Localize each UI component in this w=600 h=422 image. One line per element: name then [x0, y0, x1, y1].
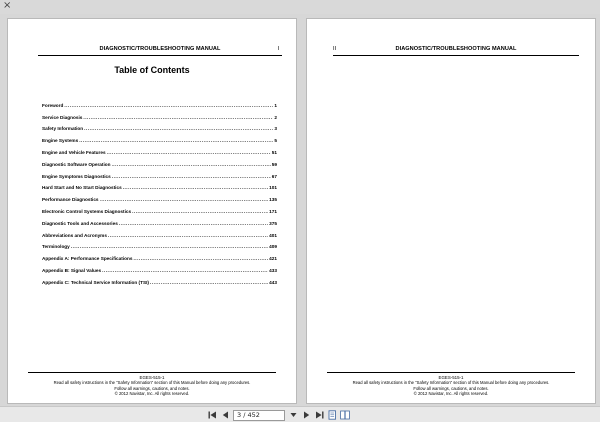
- header-page-number: II: [333, 46, 337, 52]
- toc-entry-page: 433: [269, 267, 277, 273]
- footer-safety-line: Read all safety instructions in the "Safety Information" section of this Manual before doing any procedures.: [53, 380, 251, 386]
- footer-warnings-line: Follow all warnings, cautions, and notes.: [114, 385, 190, 391]
- toc-entry-label: Diagnostic Software Operation: [42, 161, 111, 167]
- toc-leader-dots: [100, 197, 269, 202]
- toc-entry: [42, 273, 277, 285]
- toc-entry: [42, 179, 277, 191]
- toc-leader-dots: [123, 185, 268, 190]
- two-page-view-icon[interactable]: [340, 410, 350, 421]
- toc-entry: [42, 131, 277, 143]
- toc-leader-dots: [79, 138, 273, 143]
- toc-entry-page: 401: [269, 232, 277, 238]
- toc-leader-dots: [112, 162, 271, 167]
- toc-entry-label: Service Diagnosis: [42, 114, 83, 120]
- toc-entry: [42, 202, 277, 214]
- page-header: [333, 46, 579, 56]
- toc-entry: [42, 261, 277, 273]
- last-page-icon[interactable]: [314, 410, 324, 421]
- toc-entry-label: Foreword: [42, 102, 64, 108]
- document-viewer[interactable]: [0, 14, 600, 406]
- toc-entry: [42, 190, 277, 202]
- single-page-view-icon[interactable]: [327, 410, 337, 421]
- toc-entry-label: Performance Diagnostics: [42, 197, 99, 203]
- footer-copyright: © 2012 Navistar, Inc. All rights reserved.: [413, 390, 489, 396]
- toc-leader-dots: [64, 103, 273, 108]
- toc-entry-page: 3: [274, 126, 277, 132]
- previous-page-icon[interactable]: [220, 410, 230, 421]
- toc-leader-dots: [84, 126, 273, 131]
- toc-entry-label: Engine and Vehicle Features: [42, 149, 106, 155]
- toc-entry: [42, 238, 277, 250]
- toc-leader-dots: [133, 256, 268, 261]
- page-navigation: [207, 409, 350, 421]
- toc-leader-dots: [119, 221, 268, 226]
- toc-entry-label: Diagnostic Tools and Accessories: [42, 220, 118, 226]
- table-of-contents: [42, 96, 277, 285]
- toc-entry-page: 1: [274, 102, 277, 108]
- toc-entry-page: 135: [269, 197, 277, 203]
- footer-code: EGES-515-1: [438, 375, 464, 380]
- toc-leader-dots: [108, 233, 268, 238]
- toc-entry: [42, 226, 277, 238]
- toc-entry: [42, 249, 277, 261]
- toc-entry-page: 375: [269, 220, 277, 226]
- header-page-number: I: [277, 46, 279, 52]
- toc-leader-dots: [112, 174, 271, 179]
- toc-entry-label: Abbreviations and Acronyms: [42, 232, 107, 238]
- toc-entry: [42, 143, 277, 155]
- toc-entry-label: Hard Start and No Start Diagnostics: [42, 185, 122, 191]
- toc-leader-dots: [150, 280, 268, 285]
- right-page: [306, 18, 596, 404]
- footer-copyright: © 2012 Navistar, Inc. All rights reserved.: [114, 390, 190, 396]
- toc-entry-label: Engine Symptoms Diagnostics: [42, 173, 111, 179]
- toc-entry-page: 67: [271, 173, 277, 179]
- toc-title: Table of Contents: [114, 65, 190, 75]
- page-footer: [327, 372, 575, 396]
- toc-leader-dots: [132, 209, 268, 214]
- page-header: [38, 46, 282, 56]
- toc-entry-page: 59: [271, 161, 277, 167]
- toc-entry: [42, 96, 277, 108]
- navigation-bar: [0, 406, 600, 422]
- toc-entry: [42, 155, 277, 167]
- next-page-icon[interactable]: [301, 410, 311, 421]
- left-page: [7, 18, 297, 404]
- toc-entry-page: 171: [269, 208, 277, 214]
- header-title: DIAGNOSTIC/TROUBLESHOOTING MANUAL: [99, 46, 221, 52]
- toc-entry-page: 421: [269, 256, 277, 262]
- dropdown-icon[interactable]: [288, 410, 298, 421]
- first-page-icon[interactable]: [207, 410, 217, 421]
- title-bar: [0, 0, 600, 14]
- toc-entry: [42, 108, 277, 120]
- toc-entry-label: Appendix C: Technical Service Information (TSI): [42, 279, 149, 285]
- toc-entry-label: Electronic Control Systems Diagnostics: [42, 208, 132, 214]
- toc-entry-label: Safety Information: [42, 126, 84, 132]
- toc-entry: [42, 120, 277, 132]
- page-footer: [28, 372, 276, 396]
- toc-entry-page: 409: [269, 244, 277, 250]
- toc-leader-dots: [107, 150, 271, 155]
- toc-leader-dots: [83, 115, 273, 120]
- toc-leader-dots: [71, 244, 268, 249]
- footer-code: EGES-515-1: [139, 375, 165, 380]
- toc-entry-label: Appendix B: Signal Values: [42, 267, 102, 273]
- toc-entry-label: Appendix A: Performance Specifications: [42, 256, 133, 262]
- header-title: DIAGNOSTIC/TROUBLESHOOTING MANUAL: [395, 46, 517, 52]
- toc-entry-page: 2: [274, 114, 277, 120]
- footer-safety-line: Read all safety instructions in the "Safety Information" section of this Manual before doing any procedures.: [352, 380, 550, 386]
- toc-entry: [42, 214, 277, 226]
- toc-entry-label: Engine Systems: [42, 138, 79, 144]
- toc-entry: [42, 167, 277, 179]
- toc-entry-page: 443: [269, 279, 277, 285]
- close-icon[interactable]: ×: [3, 0, 12, 11]
- toc-entry-page: 51: [271, 149, 277, 155]
- page-number-input[interactable]: [233, 410, 285, 421]
- toc-entry-page: 101: [269, 185, 277, 191]
- toc-leader-dots: [102, 268, 268, 273]
- toc-entry-label: Terminology: [42, 244, 70, 250]
- toc-entry-page: 5: [274, 138, 277, 144]
- footer-warnings-line: Follow all warnings, cautions, and notes.: [413, 385, 489, 391]
- page-display: 3 / 452: [237, 411, 260, 419]
